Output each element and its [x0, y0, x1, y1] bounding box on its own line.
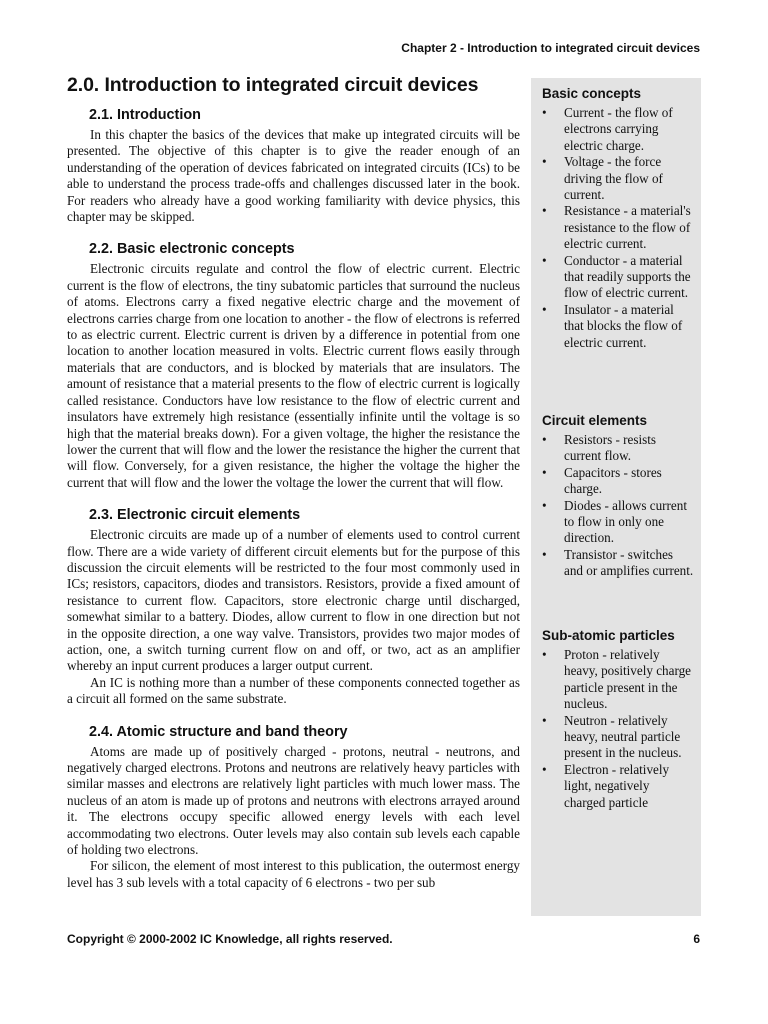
list-item-text: Transistor - switches and or amplifies current. [564, 546, 694, 579]
bullet-icon: • [542, 761, 547, 777]
paragraph: Atoms are made up of positively charged - protons, neutral - neutrons, and negatively charged electrons. Protons and neutrons are relatively heavy particles with similar masses and electrons are relatively light particles with much lower mass. The nucleus of an atom is made up of protons and neutrons with electrons arrayed around it. The electrons occupy specific allowed energy levels with each level accommodating two electrons. Outer levels may also contain sub levels each capable of holding two electrons. [67, 743, 520, 858]
main-content [67, 74, 520, 907]
list-item-text: Neutron - relatively heavy, neutral particle present in the nucleus. [564, 712, 682, 761]
list-item-text: Voltage - the force driving the flow of current. [564, 154, 663, 203]
paragraph: An IC is nothing more than a number of these components connected together as a circuit all formed on the same substrate. [67, 674, 520, 707]
list-item-text: Resistors - resists current flow. [564, 432, 656, 464]
section-heading: 2.4. Atomic structure and band theory [89, 723, 348, 740]
list-item [542, 154, 694, 203]
bullet-icon: • [542, 301, 547, 317]
bullet-icon: • [542, 252, 547, 268]
bullet-icon: • [542, 464, 547, 480]
list-item [542, 203, 694, 252]
section-circuit-elements [67, 507, 520, 707]
bullet-icon: • [542, 647, 547, 662]
sidebar-heading: Basic concepts [542, 86, 642, 101]
section-introduction [67, 107, 520, 225]
list-item-text: Resistance - a material's resistance to the flow of electric current. [564, 203, 691, 252]
bullet-icon: • [542, 432, 547, 447]
list-item-text: Insulator - a material that blocks the flow of electric current. [564, 301, 683, 350]
list-item [542, 465, 694, 498]
paragraph: For silicon, the element of most interest to this publication, the outermost energy level has 3 sub levels with a total capacity of 6 electrons - two per sub [67, 858, 520, 890]
section-atomic-structure [67, 724, 520, 892]
list-item [542, 762, 694, 811]
bullet-icon: • [542, 203, 547, 219]
list-item [542, 302, 694, 351]
list-item-text: Capacitors - stores charge. [564, 464, 662, 497]
list-item-text: Current - the flow of electrons carrying electric charge. [564, 105, 673, 153]
list-item-text: Proton - relatively heavy, positively charge particle present in the nucleus. [564, 647, 691, 712]
list-item-text: Diodes - allows current to flow in only one direction. [564, 497, 687, 546]
list-item [542, 253, 694, 302]
sidebar-list [542, 647, 694, 811]
list-item [542, 547, 694, 580]
chapter-title: 2.0. Introduction to integrated circuit devices [67, 74, 479, 96]
paragraph: Electronic circuits are made up of a number of elements used to control current flow. There are a wide variety of different circuit elements but for the purpose of this discussion the circuit elements will be restricted to the four most commonly used in ICs; resistors, capacitors, diodes and transistors. Resistors, provide a fixed amount of resistance to current flow. Capacitors, store electronic charge until discharged, somewhat similar to a battery. Diodes, allow current to flow in one direction but not in the opposite direction, a one way valve. Transistors, provides two major modes of action, one, a switch turning current flow on and off, or two, act as an amplifier whereby an input current produces a larger output current. [67, 527, 520, 674]
list-item [542, 498, 694, 547]
sidebar-summary [531, 78, 701, 916]
footer-copyright: Copyright © 2000-2002 IC Knowledge, all rights reserved. [67, 932, 393, 946]
sidebar-list [542, 432, 694, 580]
bullet-icon: • [542, 105, 547, 120]
running-header: Chapter 2 - Introduction to integrated circuit devices [401, 41, 700, 55]
sidebar-group-sub-atomic-particles [542, 628, 694, 811]
bullet-icon: • [542, 546, 547, 562]
section-heading: 2.1. Introduction [89, 107, 201, 123]
section-basic-electronic-concepts [67, 241, 520, 491]
list-item-text: Electron - relatively light, negatively charged particle [564, 761, 670, 810]
bullet-icon: • [542, 712, 547, 728]
list-item [542, 713, 694, 762]
page-number: 6 [693, 932, 700, 946]
section-heading: 2.3. Electronic circuit elements [89, 507, 301, 524]
list-item-text: Conductor - a material that readily supports the flow of electric current. [564, 252, 691, 301]
sidebar-list [542, 105, 694, 351]
bullet-icon: • [542, 497, 547, 513]
section-heading: 2.2. Basic electronic concepts [89, 241, 295, 258]
sidebar-group-circuit-elements [542, 413, 694, 580]
bullet-icon: • [542, 154, 547, 170]
paragraph: Electronic circuits regulate and control the flow of electric current. Electric current is the flow of electrons, the tiny subatomic particles that surround the nucleus of atoms. Electrons carry a fixed negative electric charge and the movement of electrons carries charge from one location to another - the flow of electrons is referred to as electric current. Electric current is driven by a difference in potential from one location to another location measured in volts. Electric current flows easily through materials that are conductors, and is blocked by materials that are insulators. The amount of resistance that a material presents to the flow of electric current is logically called resistance. Conductors have low resistance to the flow of electric current and insulators have extremely high resistance (essentially infinite until the voltage is so high that the material breaks down). For a given voltage, the higher the resistance the lower the current that will flow and the lower the resistance the higher the current that will flow. Conversely, for a given resistance, the higher the voltage the higher the current that will flow and the lower the voltage the lower the current that will flow. [67, 261, 520, 490]
list-item [542, 432, 694, 465]
sidebar-heading: Circuit elements [542, 413, 648, 428]
list-item [542, 647, 694, 713]
sidebar-group-basic-concepts [542, 86, 694, 351]
paragraph: In this chapter the basics of the devices that make up integrated circuits will be presented. The objective of this chapter is to give the reader enough of an understanding of the operation of devices fabricated on integrated circuits (ICs) to be able to understand the process trade-offs and challenges discussed later in the book. For readers who already have a good working familiarity with device physics, this chapter may be skipped. [67, 127, 520, 225]
sidebar-heading: Sub-atomic particles [542, 628, 675, 643]
list-item [542, 105, 694, 154]
